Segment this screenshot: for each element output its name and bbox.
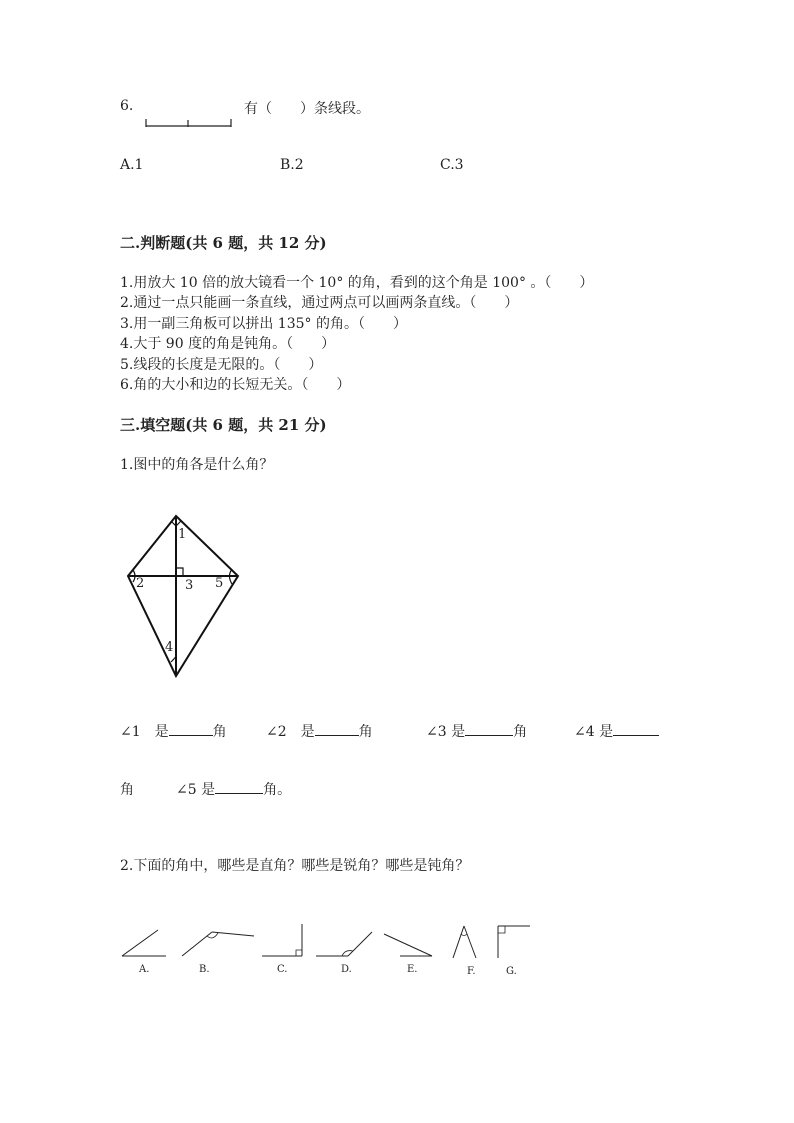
section3-heading: 三.填空题(共 6 题，共 21 分) xyxy=(120,416,327,434)
answer-5-blank[interactable] xyxy=(215,779,263,794)
answer-4-label: ∠4 是 xyxy=(574,724,614,740)
answer-angle-1 xyxy=(120,721,227,741)
angle-label-a: A. xyxy=(139,964,150,975)
answer-3-label: ∠3 是 xyxy=(426,724,466,740)
judge-item-6: 6.角的大小和边的长短无关。（ ） xyxy=(120,377,351,393)
answer-1-unit: 角 xyxy=(212,724,227,740)
answer-5-label: ∠5 是 xyxy=(176,782,216,798)
answer-3-blank[interactable] xyxy=(465,721,513,736)
judge-item-1: 1.用放大 10 倍的放大镜看一个 10° 的角，看到的这个角是 100° 。（ ） xyxy=(120,275,594,291)
segment-figure xyxy=(140,112,240,132)
answer-2-unit: 角 xyxy=(358,724,373,740)
answer-3-unit: 角 xyxy=(513,724,528,740)
judge-item-5: 5.线段的长度是无限的。（ ） xyxy=(120,357,323,373)
answer-4-blank[interactable] xyxy=(613,721,659,736)
answer-1-blank[interactable] xyxy=(169,721,213,736)
angle-label-b: B. xyxy=(199,964,210,975)
angle-label-3: 3 xyxy=(185,578,194,593)
angle-label-d: D. xyxy=(341,964,352,975)
angle-label-e: E. xyxy=(407,964,418,975)
angle-label-c: C. xyxy=(277,964,288,975)
answer-angle-2 xyxy=(266,721,373,741)
fill-q1-prompt: 1.图中的角各是什么角？ xyxy=(120,457,274,473)
answer-5-unit: 角。 xyxy=(263,782,292,798)
q6-number: 6. xyxy=(120,98,134,114)
angle-label-f: F. xyxy=(467,966,476,977)
angle-label-5: 5 xyxy=(215,576,224,591)
answer-angle-5 xyxy=(176,779,291,799)
angle-label-1: 1 xyxy=(178,527,187,542)
q6-option-a[interactable]: A.1 xyxy=(120,157,144,173)
judge-item-2: 2.通过一点只能画一条直线，通过两点可以画两条直线。（ ） xyxy=(120,295,519,311)
judge-item-3: 3.用一副三角板可以拼出 135° 的角。（ ） xyxy=(120,316,407,332)
answer-2-blank[interactable] xyxy=(315,721,359,736)
fill-q2-prompt: 2.下面的角中，哪些是直角？哪些是锐角？哪些是钝角？ xyxy=(120,858,470,874)
answer-angle-4 xyxy=(574,721,659,741)
angle-label-2: 2 xyxy=(136,576,145,591)
section2-heading: 二.判断题(共 6 题，共 12 分) xyxy=(120,234,327,252)
answer-2-label: ∠2 是 xyxy=(266,724,315,740)
angle-label-g: G. xyxy=(506,966,517,977)
angle-figures xyxy=(118,920,538,965)
judge-item-4: 4.大于 90 度的角是钝角。（ ） xyxy=(120,336,336,352)
q6-option-c[interactable]: C.3 xyxy=(440,157,464,173)
answer-4-unit: 角 xyxy=(120,782,134,798)
answer-angle-3 xyxy=(426,721,527,741)
answer-1-label: ∠1 是 xyxy=(120,724,169,740)
q6-option-b[interactable]: B.2 xyxy=(280,157,304,173)
angle-label-4: 4 xyxy=(165,640,174,655)
q6-text: 有（ ）条线段。 xyxy=(244,101,370,117)
